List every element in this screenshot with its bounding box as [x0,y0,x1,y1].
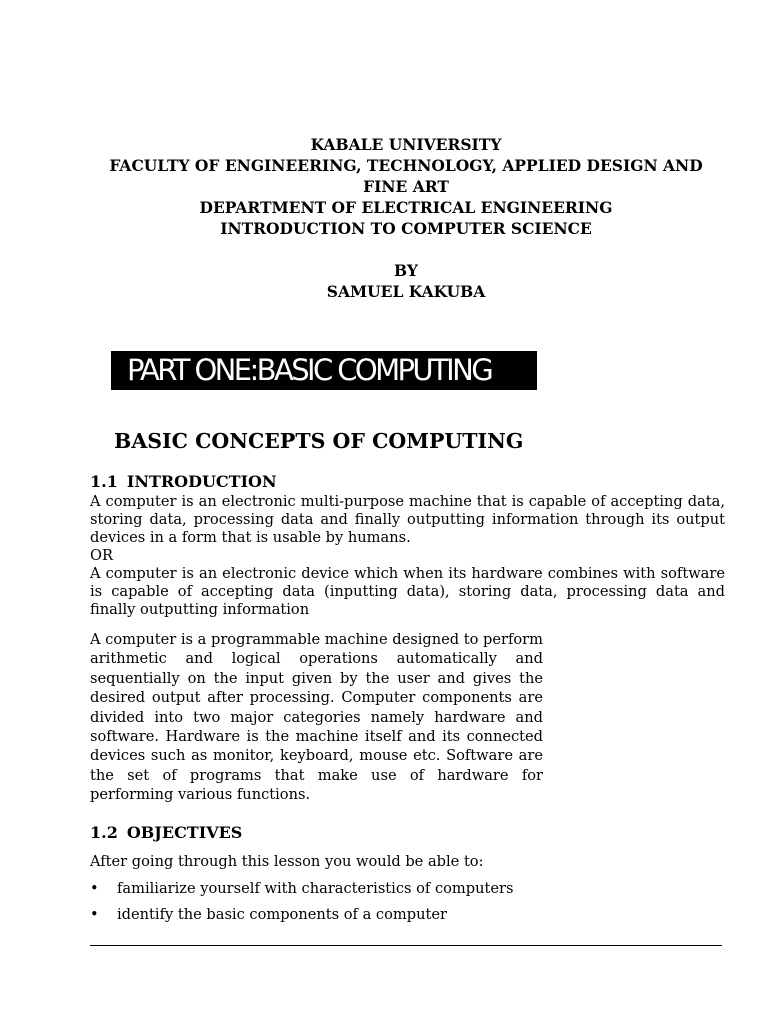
list-item-text: familiarize yourself with characteristics of computers [117,880,514,897]
section-title: INTRODUCTION [126,472,277,491]
bullet-icon: • [90,880,99,897]
computer-description-paragraph: A computer is a programmable machine designed to perform arithmetic and logical operations automatically and sequentially on the input given by the user and gives the desired output after processing. Computer components are divided into two major categories namely hardware and software. Hardware is the machine itself and its connected devices such as monitor, keyboard, mouse etc. Software are the set of programs that make use of hardware for performing various functions. [90,631,543,804]
list-item-text: identify the basic components of a computer [117,906,447,923]
section-number: 1.1 [90,472,118,491]
title-block [90,134,722,302]
department-name: DEPARTMENT OF ELECTRICAL ENGINEERING [199,198,613,217]
chapter-title: BASIC CONCEPTS OF COMPUTING [114,429,524,453]
intro-definitions [90,493,725,619]
objectives-intro: After going through this lesson you would be able to: [90,853,484,870]
definition-paragraph-1: A computer is an electronic multi-purpose machine that is capable of accepting data, storing data, processing data and finally outputting information through its output devices in a form that is usable by humans. [90,493,725,546]
bullet-icon: • [90,906,99,923]
university-name: KABALE UNIVERSITY [310,135,502,154]
spacer [90,239,722,260]
list-item [90,905,513,931]
course-title: INTRODUCTION TO COMPUTER SCIENCE [220,219,592,238]
or-separator: OR [90,547,113,564]
section-title: OBJECTIVES [126,823,243,842]
faculty-name-line1: FACULTY OF ENGINEERING, TECHNOLOGY, APPLIED DESIGN AND [109,156,703,175]
list-item [90,879,513,905]
by-label: BY [394,261,418,280]
footer-rule [90,945,722,946]
section-number: 1.2 [90,823,118,842]
section-heading-introduction [90,472,277,491]
objectives-list [90,879,513,931]
author-name: SAMUEL KAKUBA [326,282,486,301]
part-banner: PART ONE:BASIC COMPUTING [111,351,537,390]
definition-paragraph-2: A computer is an electronic device which when its hardware combines with software is capable of accepting data (inputting data), storing data, processing data and finally outputting information [90,565,725,618]
faculty-name-line2: FINE ART [363,177,449,196]
section-heading-objectives [90,823,242,842]
